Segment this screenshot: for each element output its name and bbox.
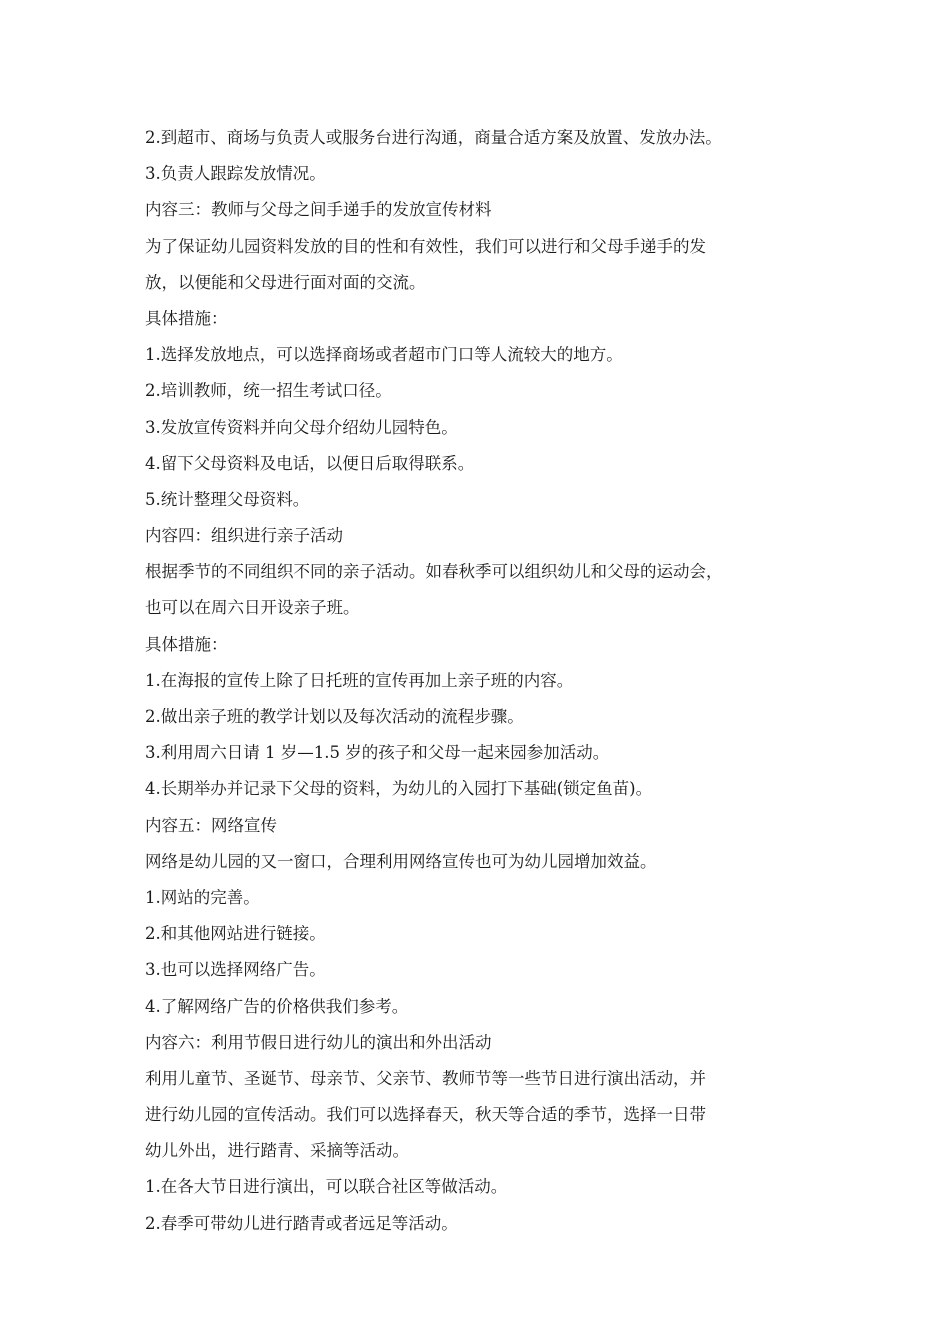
text-line: 2.到超市、商场与负责人或服务台进行沟通，商量合适方案及放置、发放办法。 (145, 128, 722, 147)
text-line: 进行幼儿园的宣传活动。我们可以选择春天，秋天等合适的季节，选择一日带 (145, 1105, 706, 1125)
text-line: 2.培训教师，统一招生考试口径。 (145, 381, 392, 401)
text-line: 幼儿外出，进行踏青、采摘等活动。 (145, 1141, 409, 1161)
measures-heading: 具体措施： (145, 634, 228, 654)
text-line: 也可以在周六日开设亲子班。 (145, 598, 360, 618)
text-line: 2.和其他网站进行链接。 (145, 924, 326, 944)
section-heading: 内容五：网络宣传 (145, 815, 277, 835)
text-line: 1.在海报的宣传上除了日托班的宣传再加上亲子班的内容。 (145, 670, 574, 690)
text-line: 利用儿童节、圣诞节、母亲节、父亲节、教师节等一些节日进行演出活动，并 (145, 1068, 706, 1088)
text-line: 1.在各大节日进行演出，可以联合社区等做活动。 (145, 1177, 508, 1197)
text-line: 网络是幼儿园的又一窗口，合理利用网络宣传也可为幼儿园增加效益。 (145, 851, 657, 871)
text-line: 放，以便能和父母进行面对面的交流。 (145, 272, 426, 292)
section-heading: 内容三：教师与父母之间手递手的发放宣传材料 (145, 200, 492, 220)
document-body (145, 120, 825, 1242)
text-line: 1.选择发放地点，可以选择商场或者超市门口等人流较大的地方。 (145, 345, 623, 365)
text-line: 3.也可以选择网络广告。 (145, 960, 326, 980)
text-line: 4.长期举办并记录下父母的资料，为幼儿的入园打下基础(锁定鱼苗)。 (145, 779, 653, 799)
text-line: 根据季节的不同组织不同的亲子活动。如春秋季可以组织幼儿和父母的运动会， (145, 562, 723, 582)
section-heading: 内容六：利用节假日进行幼儿的演出和外出活动 (145, 1032, 492, 1052)
text-line: 5.统计整理父母资料。 (145, 489, 310, 509)
text-line: 3.利用周六日请 1 岁—1.5 岁的孩子和父母一起来园参加活动。 (145, 743, 610, 763)
text-line: 3.负责人跟踪发放情况。 (145, 164, 326, 184)
text-line: 2.春季可带幼儿进行踏青或者远足等活动。 (145, 1213, 458, 1233)
measures-heading: 具体措施： (145, 308, 228, 328)
section-heading: 内容四：组织进行亲子活动 (145, 526, 343, 546)
text-line: 3.发放宣传资料并向父母介绍幼儿园特色。 (145, 417, 458, 437)
text-line: 1.网站的完善。 (145, 887, 260, 907)
text-line: 4.留下父母资料及电话，以便日后取得联系。 (145, 453, 475, 473)
text-line: 4.了解网络广告的价格供我们参考。 (145, 996, 409, 1016)
text-line: 2.做出亲子班的教学计划以及每次活动的流程步骤。 (145, 707, 524, 726)
text-line: 为了保证幼儿园资料发放的目的性和有效性，我们可以进行和父母手递手的发 (145, 236, 706, 256)
